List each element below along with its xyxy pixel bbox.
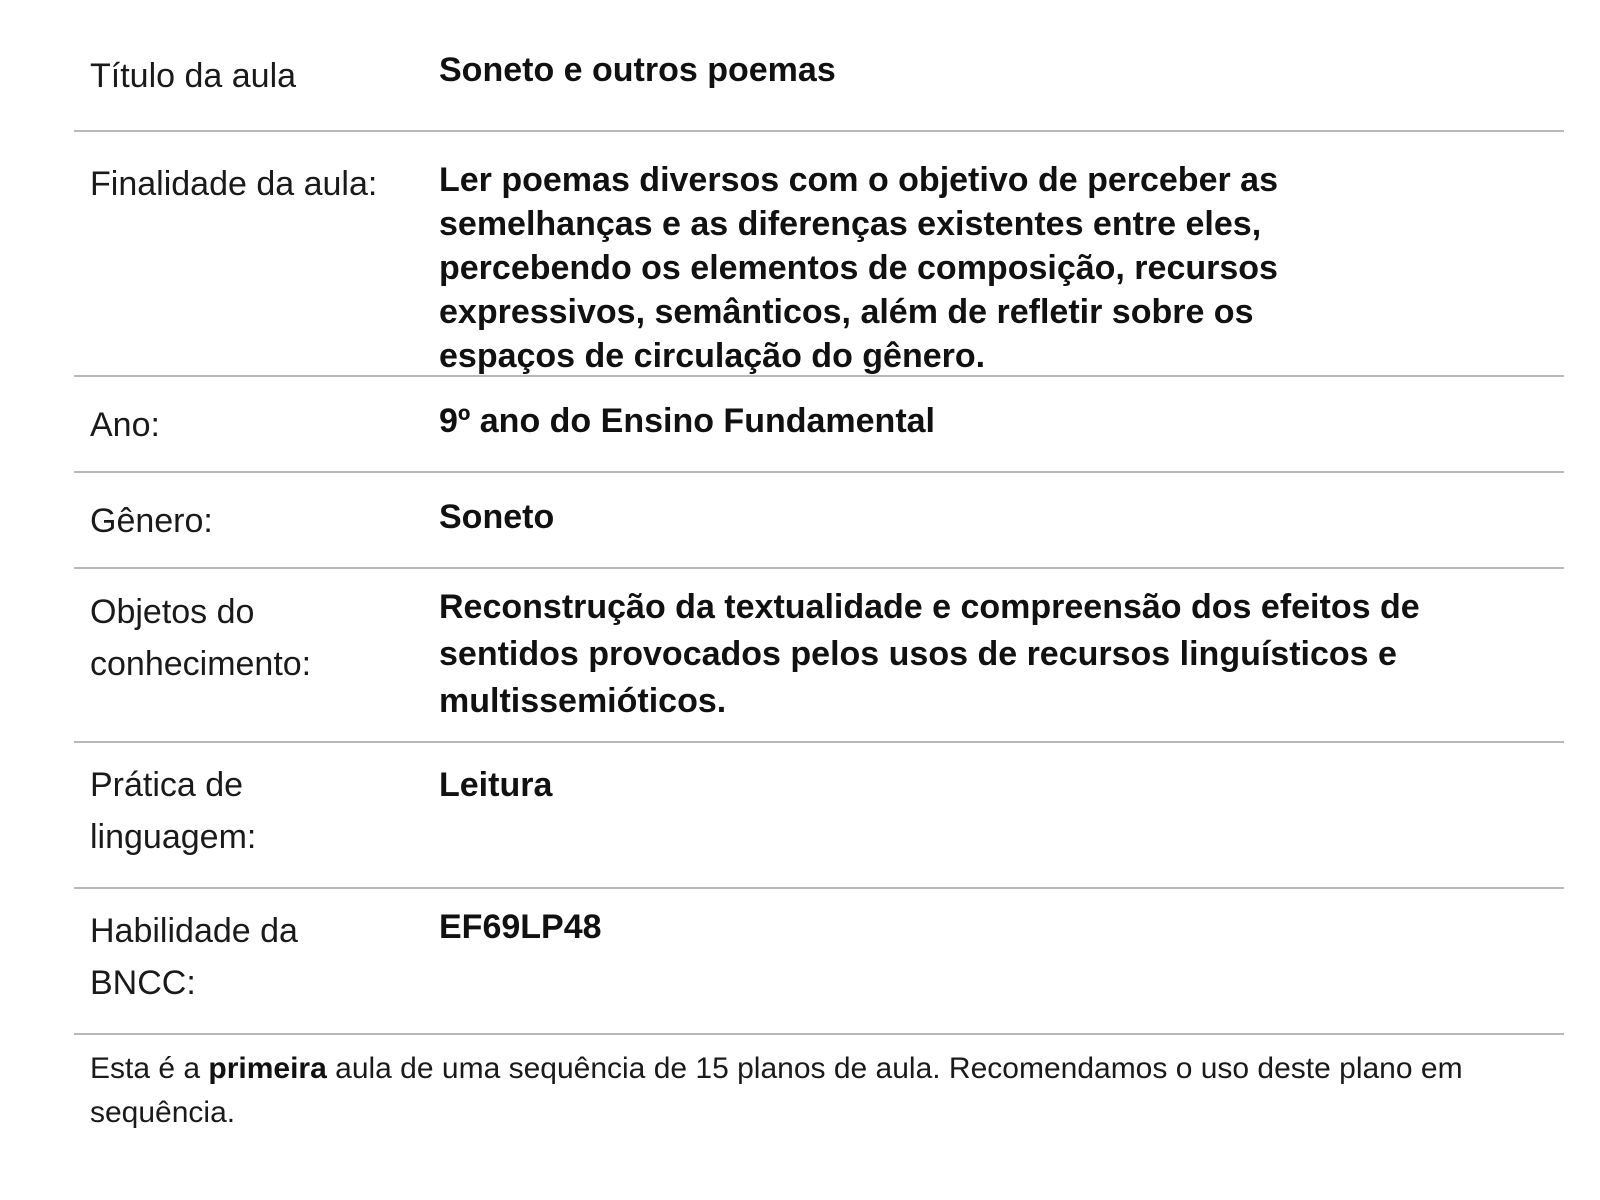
row-finalidade-da-aula [74, 132, 1564, 377]
row-objetos-do-conhecimento [74, 569, 1564, 743]
row-label: Habilidade da BNCC: [90, 912, 298, 1002]
note-text-before: Esta é a [90, 1052, 209, 1085]
row-value: Ler poemas diversos com o objetivo de perceber as semelhanças e as diferenças existentes entre eles, percebendo os elementos de composição, recursos expressivos, semânticos, além de refletir sobre os espaços de circulação do gênero. [439, 161, 1278, 375]
sequence-note [74, 1035, 1530, 1135]
row-label: Finalidade da aula: [90, 165, 378, 203]
row-value: Soneto [439, 498, 555, 536]
row-habilidade-da-bncc [74, 889, 1564, 1035]
row-ano [74, 377, 1564, 473]
row-value: Soneto e outros poemas [439, 51, 836, 89]
row-value: 9º ano do Ensino Fundamental [439, 402, 936, 440]
row-genero [74, 473, 1564, 569]
row-label: Gênero: [90, 502, 213, 540]
row-label: Prática de linguagem: [90, 766, 257, 856]
note-emphasis: primeira [208, 1052, 327, 1085]
row-label: Objetos do conhecimento: [90, 593, 312, 683]
lesson-plan-table [74, 20, 1564, 1135]
note-text-after: aula de uma sequência de 15 planos de aula. Recomendamos o uso deste plano em sequência. [90, 1052, 1463, 1129]
row-value: Reconstrução da textualidade e compreensão dos efeitos de sentidos provocados pelos usos de recursos linguísticos e multissemióticos. [439, 588, 1420, 720]
row-pratica-de-linguagem [74, 743, 1564, 889]
row-label: Título da aula [90, 57, 297, 95]
row-label: Ano: [90, 406, 160, 444]
row-value: EF69LP48 [439, 908, 602, 946]
row-titulo-da-aula [74, 20, 1564, 132]
row-value: Leitura [439, 766, 553, 804]
